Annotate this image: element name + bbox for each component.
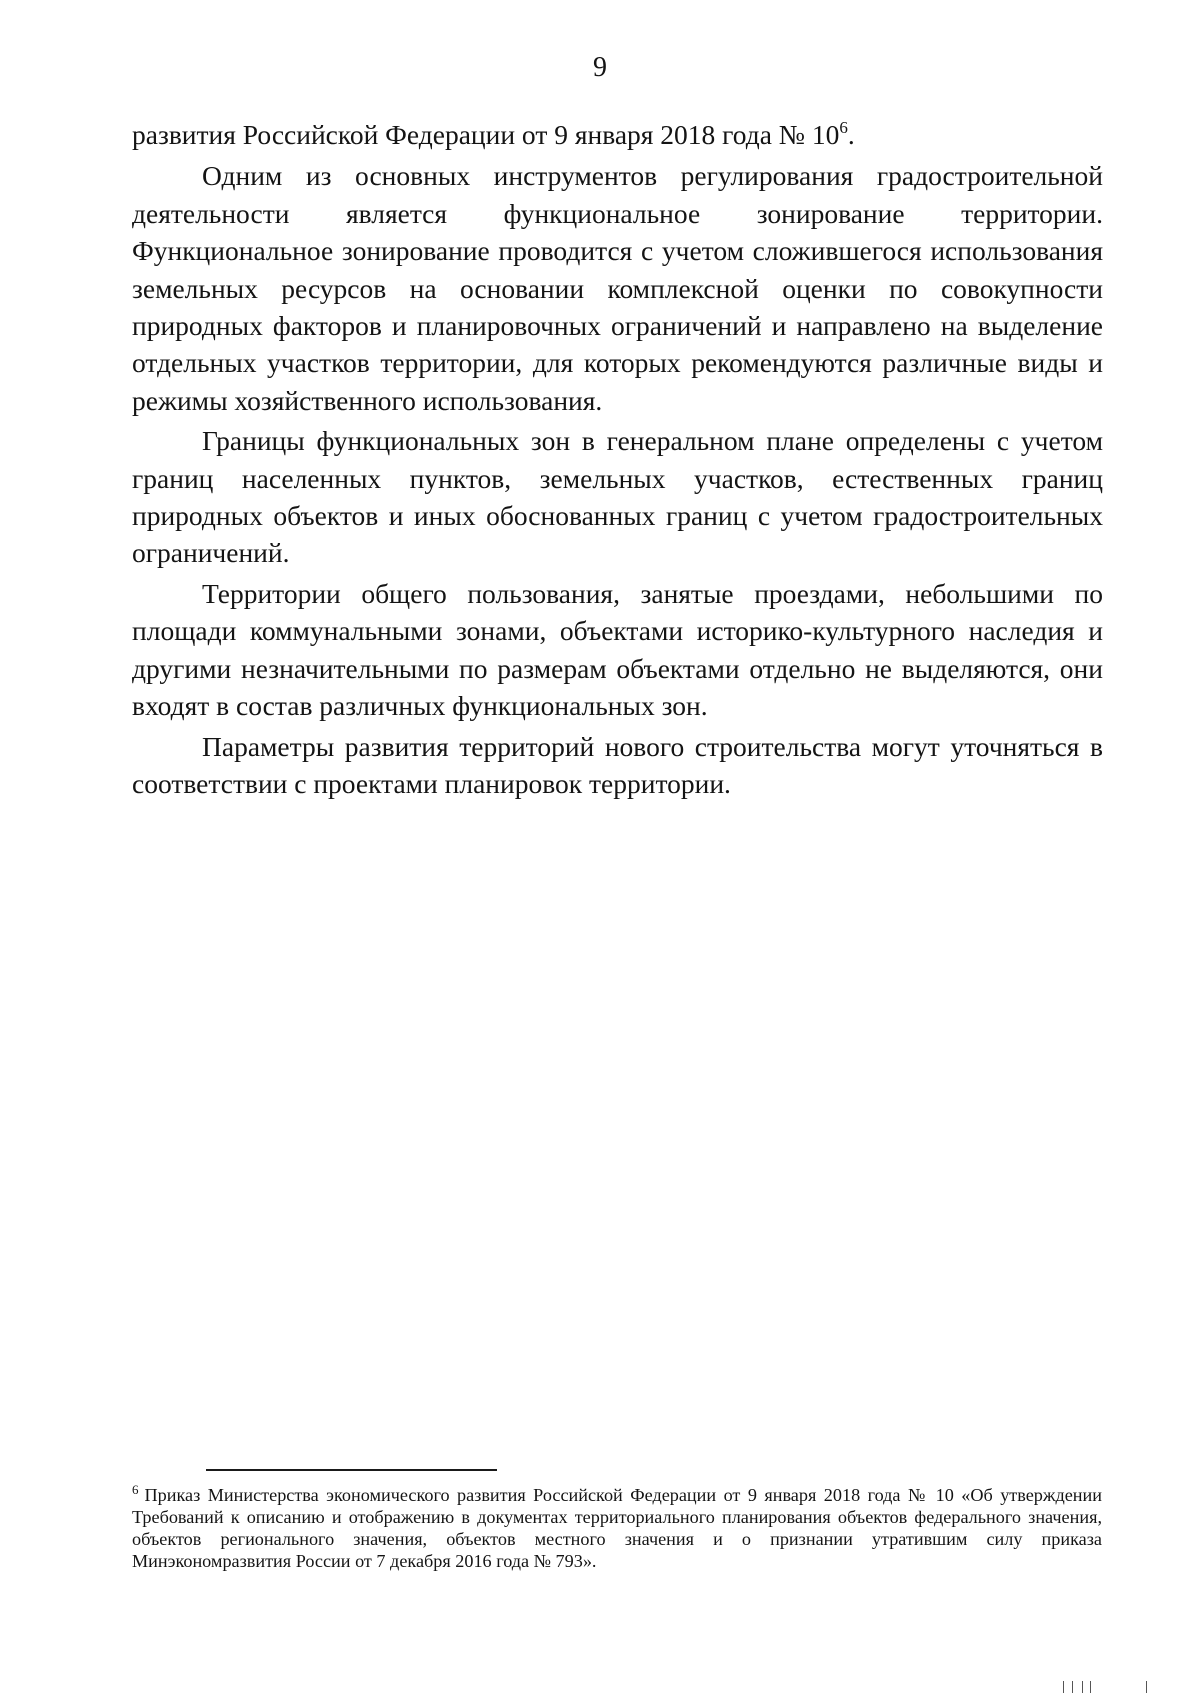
- paragraph-public-territories: Территории общего пользования, занятые проездами, небольшими по площади коммунальными зонами, объектами историко-культурного наследия и другими незначительными по размерам объектами отдельно не выделяются, они входят в состав различных функциональных зон.: [132, 577, 1103, 722]
- footnote-reference: 6: [839, 118, 848, 137]
- footnote-text: Приказ Министерства экономического развития Российской Федерации от 9 января 2018 года № 10 «Об утверждении Требований к описанию и отображению в документах территориального планирования объектов федерального значения, объектов регионального значения, объектов местного значения и о признании утратившим силу приказа Минэкономразвития России от 7 декабря 2016 года № 793».: [132, 1485, 1102, 1571]
- paragraph-development-parameters: Параметры развития территорий нового строительства могут уточняться в соответствии с проектами планировок территории.: [132, 730, 1103, 799]
- paragraph-functional-zoning: Одним из основных инструментов регулирования градостроительной деятельности является функциональное зонирование территории. Функциональное зонирование проводится с учетом сложившегося использования земельных ресурсов на основании комплексной оценки по совокупности природных факторов и планировочных ограничений и направлено на выделение отдельных участков территории, для которых рекомендуются различные виды и режимы хозяйственного использования.: [132, 160, 1103, 416]
- footnote-number: 6: [132, 1482, 139, 1497]
- footnote: [132, 1484, 1102, 1572]
- scan-mark: [1072, 1681, 1073, 1693]
- scan-mark: [1090, 1681, 1091, 1693]
- scan-mark: [1082, 1681, 1083, 1693]
- page-number: 9: [593, 52, 607, 83]
- continuation-text: развития Российской Федерации от 9 января 2018 года № 10: [132, 119, 840, 150]
- paragraph-zone-boundaries: Границы функциональных зон в генеральном плане определены с учетом границ населенных пунктов, земельных участков, естественных границ природных объектов и иных обоснованных границ с учетом градостроительных ограничений.: [132, 425, 1103, 569]
- continuation-tail: .: [847, 119, 855, 150]
- footnote-separator: [206, 1469, 497, 1471]
- scan-mark: [1063, 1681, 1064, 1693]
- scan-mark: [1146, 1681, 1147, 1693]
- continuation-line: [132, 116, 1103, 153]
- body-text: [132, 116, 1103, 805]
